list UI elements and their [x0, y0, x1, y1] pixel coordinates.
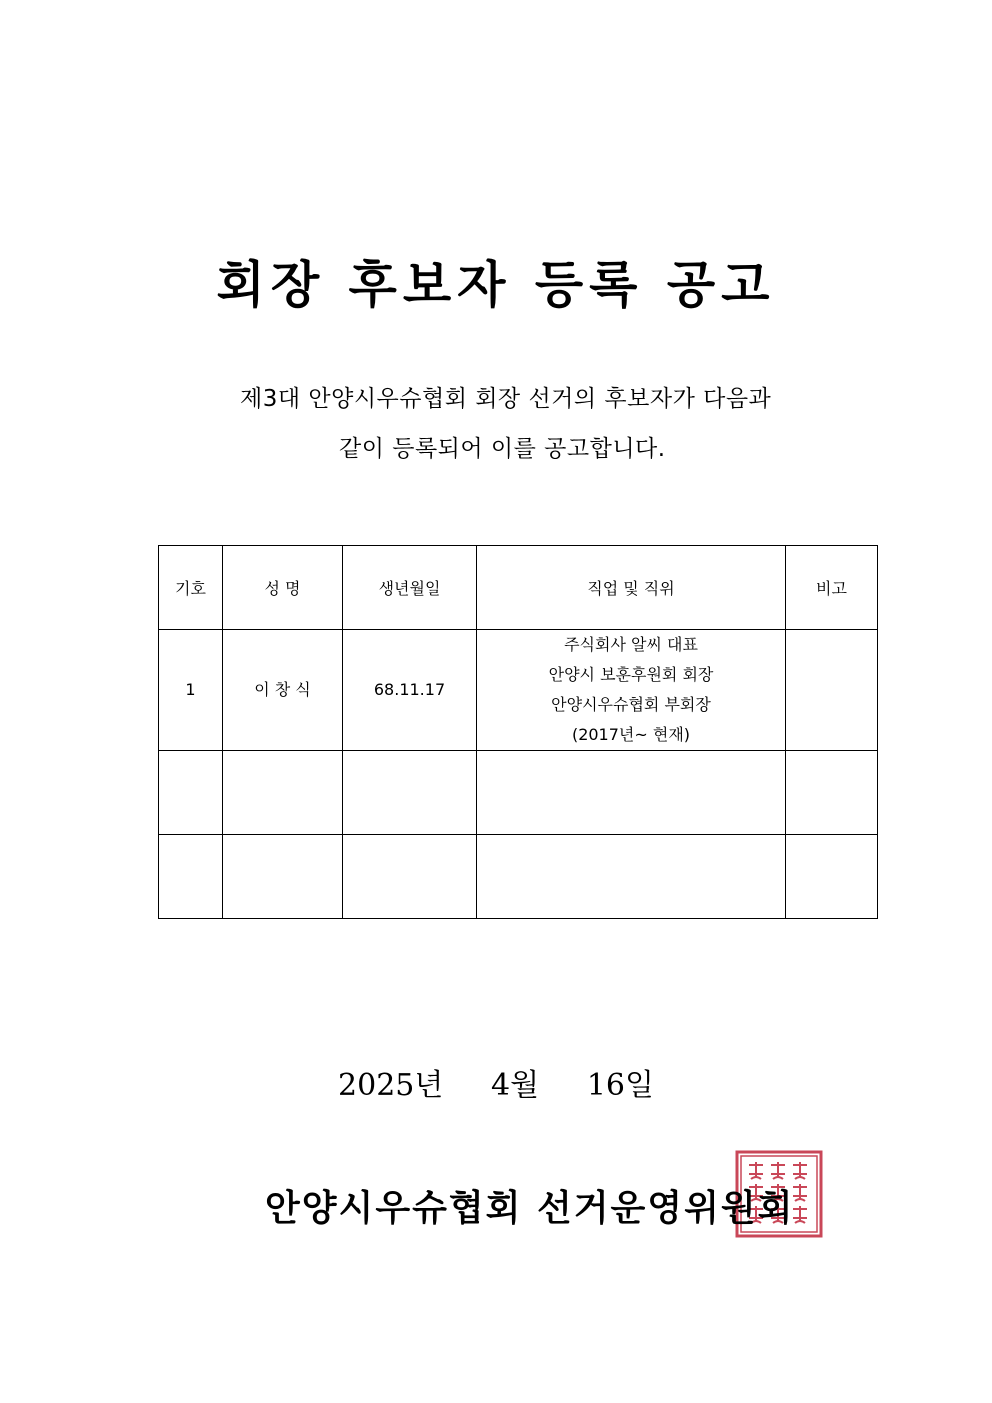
page-title: 회장 후보자 등록 공고 [216, 255, 776, 314]
cell-name: 이 창 식 [223, 630, 343, 751]
date-year: 2025년 [338, 1068, 444, 1103]
table-header-row [159, 546, 878, 630]
notice-line-1: 제3대 안양시우슈협회 회장 선거의 후보자가 다음과 [240, 386, 772, 412]
cell-job [477, 630, 786, 751]
seal-glyph-stroke [771, 1162, 785, 1179]
header-number: 기호 [159, 546, 223, 630]
job-line: 안양시우슈협회 부회장 [551, 695, 711, 714]
header-job: 직업 및 직위 [477, 546, 786, 630]
seal-glyph-stroke [793, 1206, 807, 1223]
job-line: (2017년~ 현재) [571, 725, 691, 744]
seal-glyph-stroke [793, 1184, 807, 1201]
cell-note [786, 630, 878, 751]
table-row [159, 630, 878, 751]
empty-cell [223, 751, 343, 835]
seal-glyph-stroke [749, 1162, 763, 1179]
header-note: 비고 [786, 546, 878, 630]
date-day: 16일 [586, 1068, 654, 1103]
cell-birth: 68.11.17 [343, 630, 477, 751]
job-line: 주식회사 알씨 대표 [564, 635, 698, 654]
empty-cell [159, 835, 223, 919]
announcement-date [0, 1060, 992, 1104]
table-row-empty [159, 751, 878, 835]
empty-cell [786, 835, 878, 919]
date-month: 4월 [491, 1068, 540, 1103]
empty-cell [223, 835, 343, 919]
candidate-table [158, 545, 878, 919]
notice-line-2: 같이 등록되어 이를 공고합니다. [339, 436, 666, 462]
header-name: 성 명 [223, 546, 343, 630]
empty-cell [477, 751, 786, 835]
seal-glyph-stroke [793, 1162, 807, 1179]
organization-name: 안양시우슈협회 선거운영위원회 [265, 1187, 795, 1229]
job-line: 안양시 보훈후원회 회장 [548, 665, 714, 684]
table-row-empty [159, 835, 878, 919]
empty-cell [343, 751, 477, 835]
cell-number: 1 [159, 630, 223, 751]
empty-cell [159, 751, 223, 835]
empty-cell [477, 835, 786, 919]
header-birth: 생년월일 [343, 546, 477, 630]
empty-cell [786, 751, 878, 835]
empty-cell [343, 835, 477, 919]
